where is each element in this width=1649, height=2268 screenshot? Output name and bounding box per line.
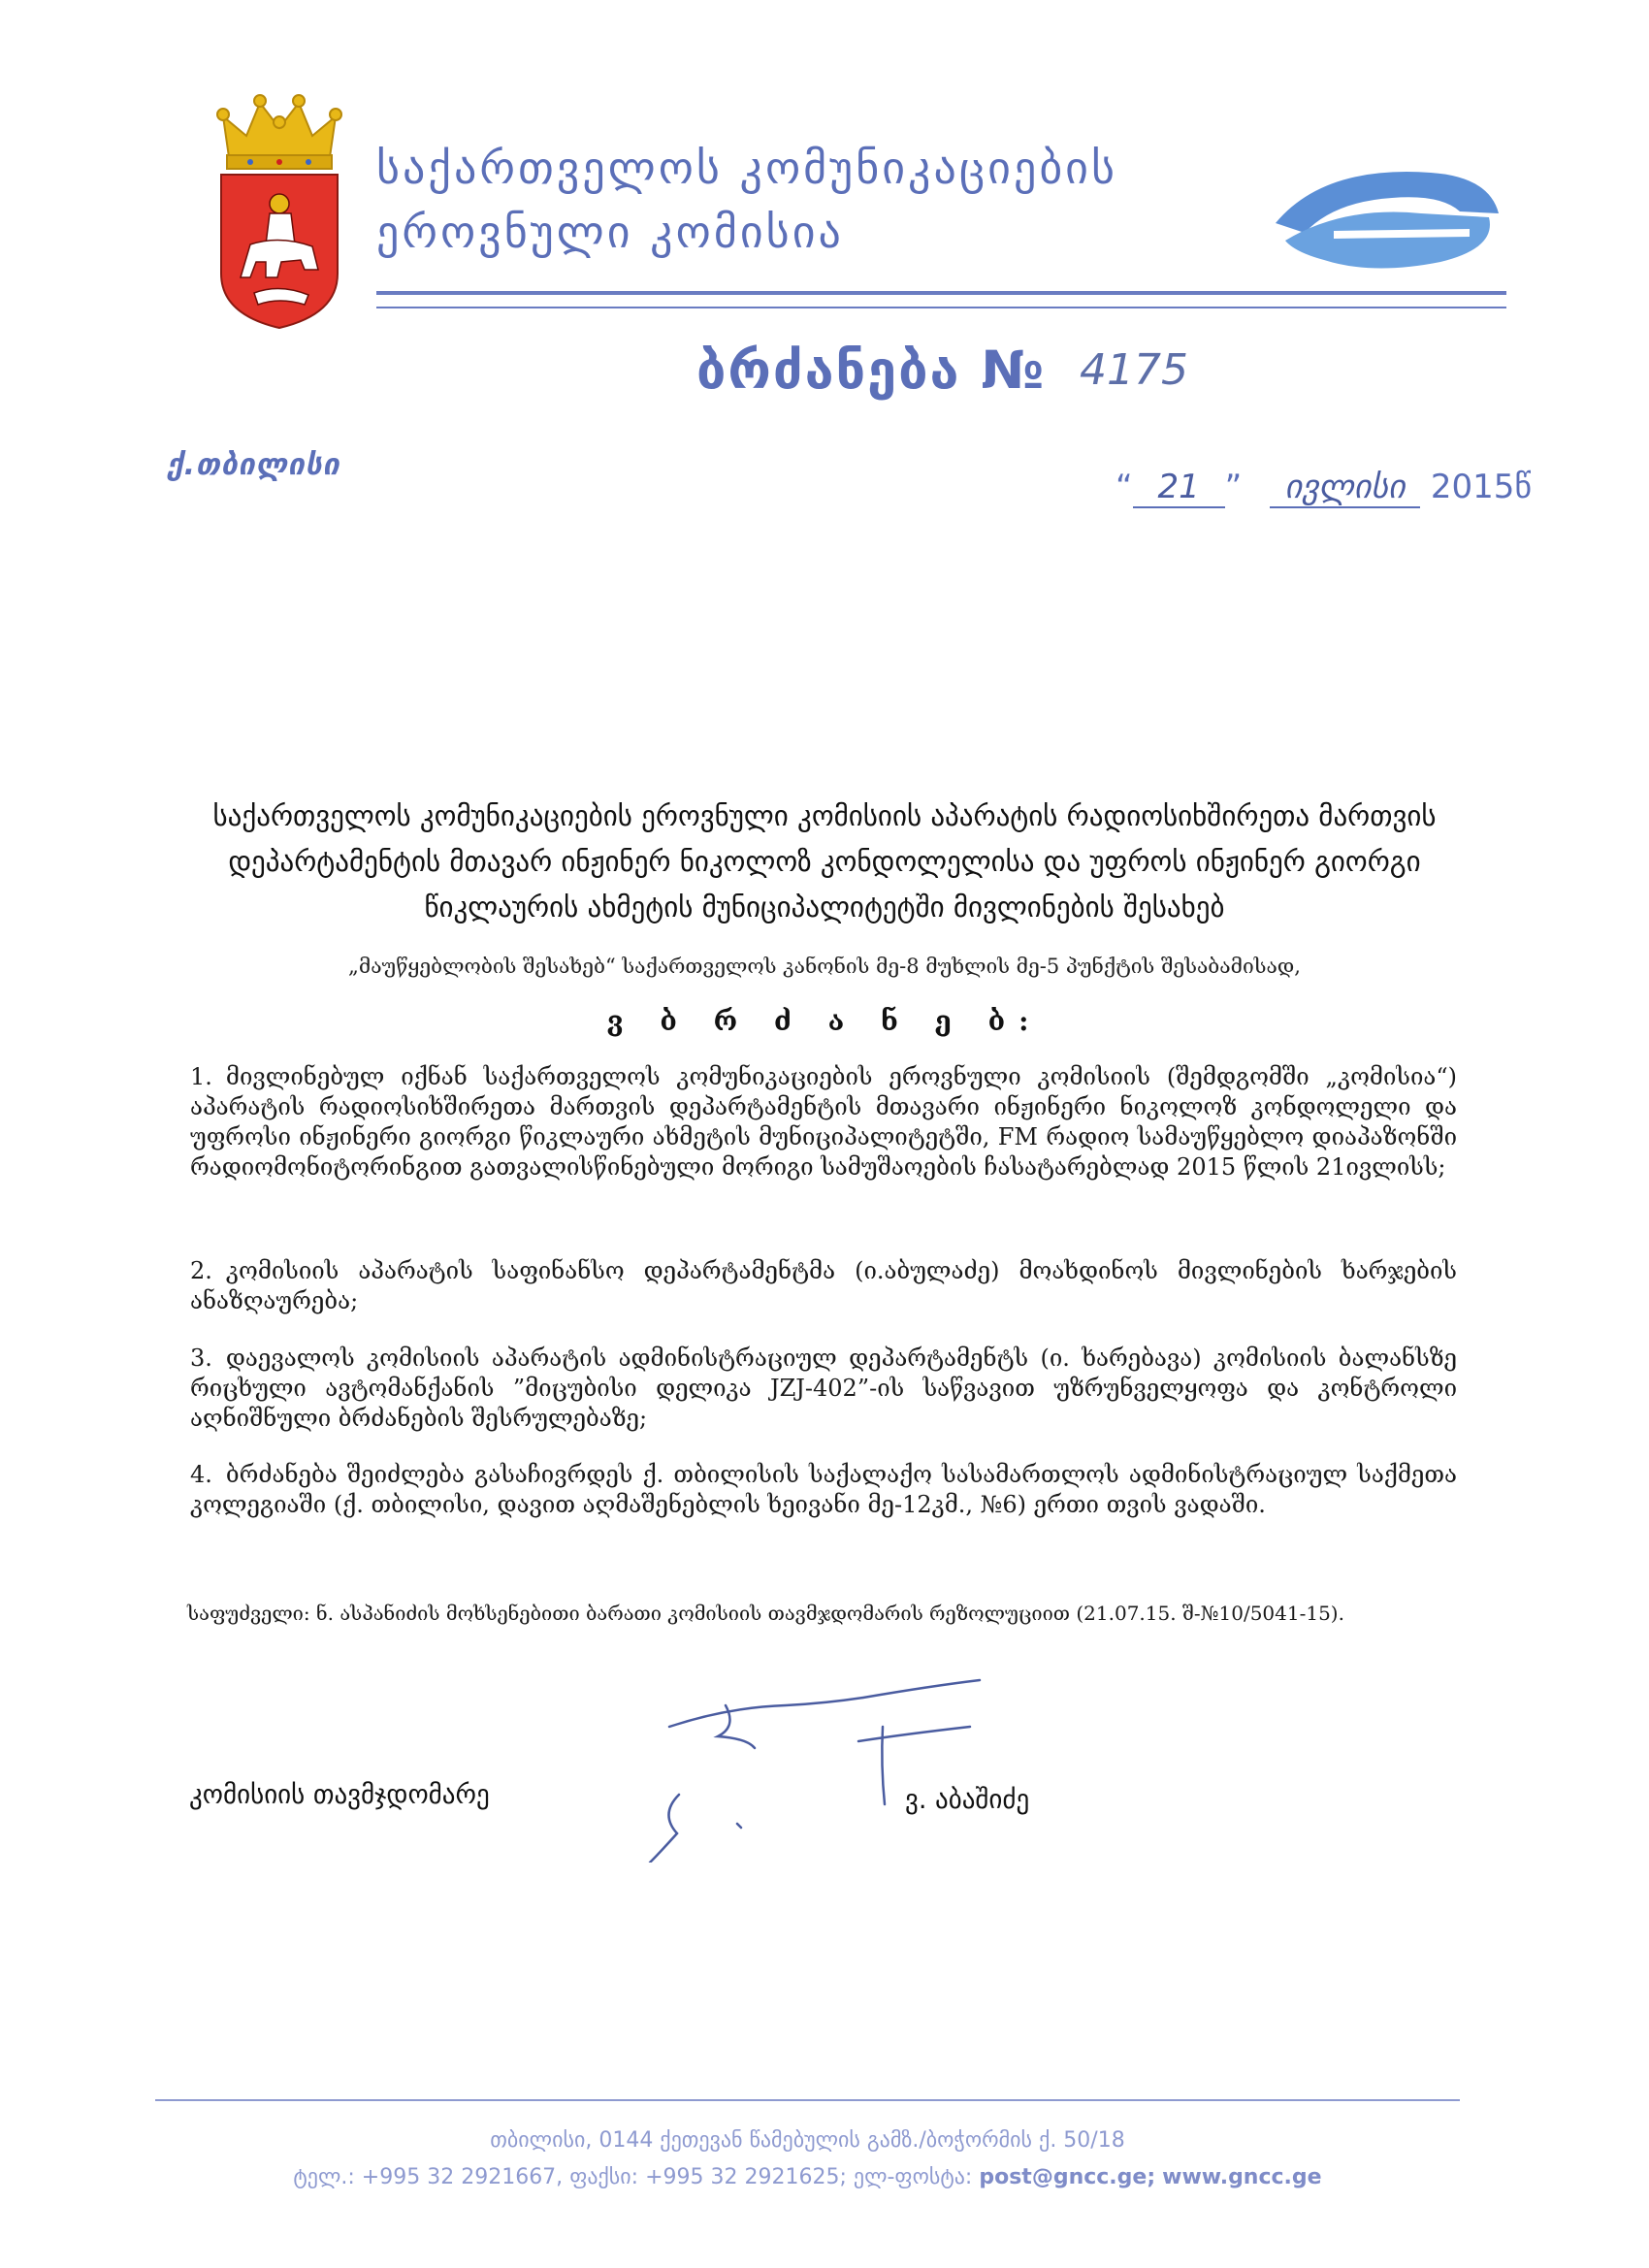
date-open-quote: “ [1116,468,1133,506]
organization-name [376,136,1249,264]
phone-number: +995 32 2921667, [361,2165,564,2189]
header-rule [376,291,1506,295]
basis-note: საფუძველი: ნ. ასპანიძის მოხსენებითი ბარათი კომისიის თავმჯდომარის რეზოლუციით (21.07.15. შ-№10/5041-15). [187,1602,1344,1625]
legal-preamble: „მაუწყებლობის შესახებ“ საქართველოს კანონის მე-8 მუხლის მე-5 პუნქტის შესაბამისად, [348,955,1301,978]
document-date [1116,468,1532,508]
organization-name-line2: ეროვნული კომისია [376,206,844,258]
item-text: დაევალოს კომისიის აპარატის ადმინისტრაციულ დეპარტამენტს (ი. ხარებავა) კომისიის ბალანსზე რიცხული ავტომანქანის ”მიცუბისი დელიკა JZJ-402”-ის საწვავით უზრუნველყოფა და კონტროლი აღნიშნული ბრძანების შესრულებაზე; [190,1345,1457,1432]
item-text: ბრძანება შეიძლება გასაჩივრდეს ქ. თბილისის საქალაქო სასამართლოს ადმინისტრაციულ საქმეთა კოლეგიაში (ქ. თბილისი, დავით აღმაშენებლის ხეივანი მე-12კმ., №6) ერთი თვის ვადაში. [190,1461,1457,1518]
order-item [190,1460,1457,1520]
coat-of-arms-emblem [211,89,347,332]
email-label: ელ-ფოსტა: [853,2165,973,2189]
signatory-name: ვ. აბაშიძე [905,1785,1030,1815]
date-close-quote: ” [1224,468,1243,506]
item-text: მივლინებულ იქნან საქართველოს კომუნიკაციების ეროვნული კომისიის (შემდგომში „კომისია“) აპარატის რადიოსიხშირეთა მართვის დეპარტამენტის მთავარი ინჟინერი ნიკოლოზ კონდოლელი და უფროსი ინჟინერი გიორგი წიკლაური ახმეტის მუნიციპალიტეტში, FM რადიო სამაუწყებლო დიაპაზონში რადიომონიტორინგით გათვალისწინებული მორიგი სამუშაოების ჩასატარებლად 2015 წლის 21ივლისს; [190,1063,1457,1181]
organization-name-line1: საქართველოს კომუნიკაციების [376,142,1117,194]
date-day: 21 [1133,468,1225,508]
heading-line2: დეპარტამენტის მთავარ ინჟინერ ნიკოლოზ კონდოლელისა და უფროს ინჟინერ გიორგი [228,845,1421,878]
heading-line1: საქართველოს კომუნიკაციების ეროვნული კომისიის აპარატის რადიოსიხშირეთა მართვის [212,799,1437,832]
signatory-title: კომისიის თავმჯდომარე [189,1780,490,1810]
crown-icon [217,95,341,169]
item-text: კომისიის აპარატის საფინანსო დეპარტამენტმა (ი.აბულაძე) მოახდინოს მივლინების ხარჯების ანაზღაურება; [190,1257,1457,1314]
order-item [190,1062,1457,1183]
item-number: 2. [190,1257,212,1284]
email-link[interactable]: post@gncc.ge; [979,2165,1156,2189]
date-year: 2015 [1430,468,1515,506]
item-number: 3. [190,1345,212,1372]
orders-keyword: ვ ბ რ ძ ა ნ ე ბ: [606,1005,1043,1037]
website-link[interactable]: www.gncc.ge [1162,2165,1322,2189]
fax-number: +995 32 2921625; [645,2165,847,2189]
order-item [190,1256,1457,1316]
date-year-suffix: წ [1514,468,1533,506]
heading-line3: წიკლაურის ახმეტის მუნიციპალიტეტში მივლინების შესახებ [424,891,1225,923]
header-rule-thin [376,307,1506,308]
footer-contact [155,2165,1460,2189]
item-number: 4. [190,1461,212,1488]
fax-label: ფაქსი: [569,2165,639,2189]
item-number: 1. [190,1063,212,1090]
gncc-logo-icon [1266,155,1508,272]
city-label: ქ.თბილისი [167,448,340,482]
order-number: 4175 [1080,345,1188,395]
handwritten-signature [621,1669,1009,1863]
footer-rule [155,2099,1460,2101]
phone-label: ტელ.: [293,2165,355,2189]
document-heading [194,794,1455,930]
order-item [190,1344,1457,1434]
date-month: ივლისი [1270,468,1420,508]
order-title: ბრძანება № [696,340,1047,401]
footer-address: თბილისი, 0144 ქეთევან წამებულის გამზ./ბოჭორმის ქ. 50/18 [490,2128,1125,2153]
